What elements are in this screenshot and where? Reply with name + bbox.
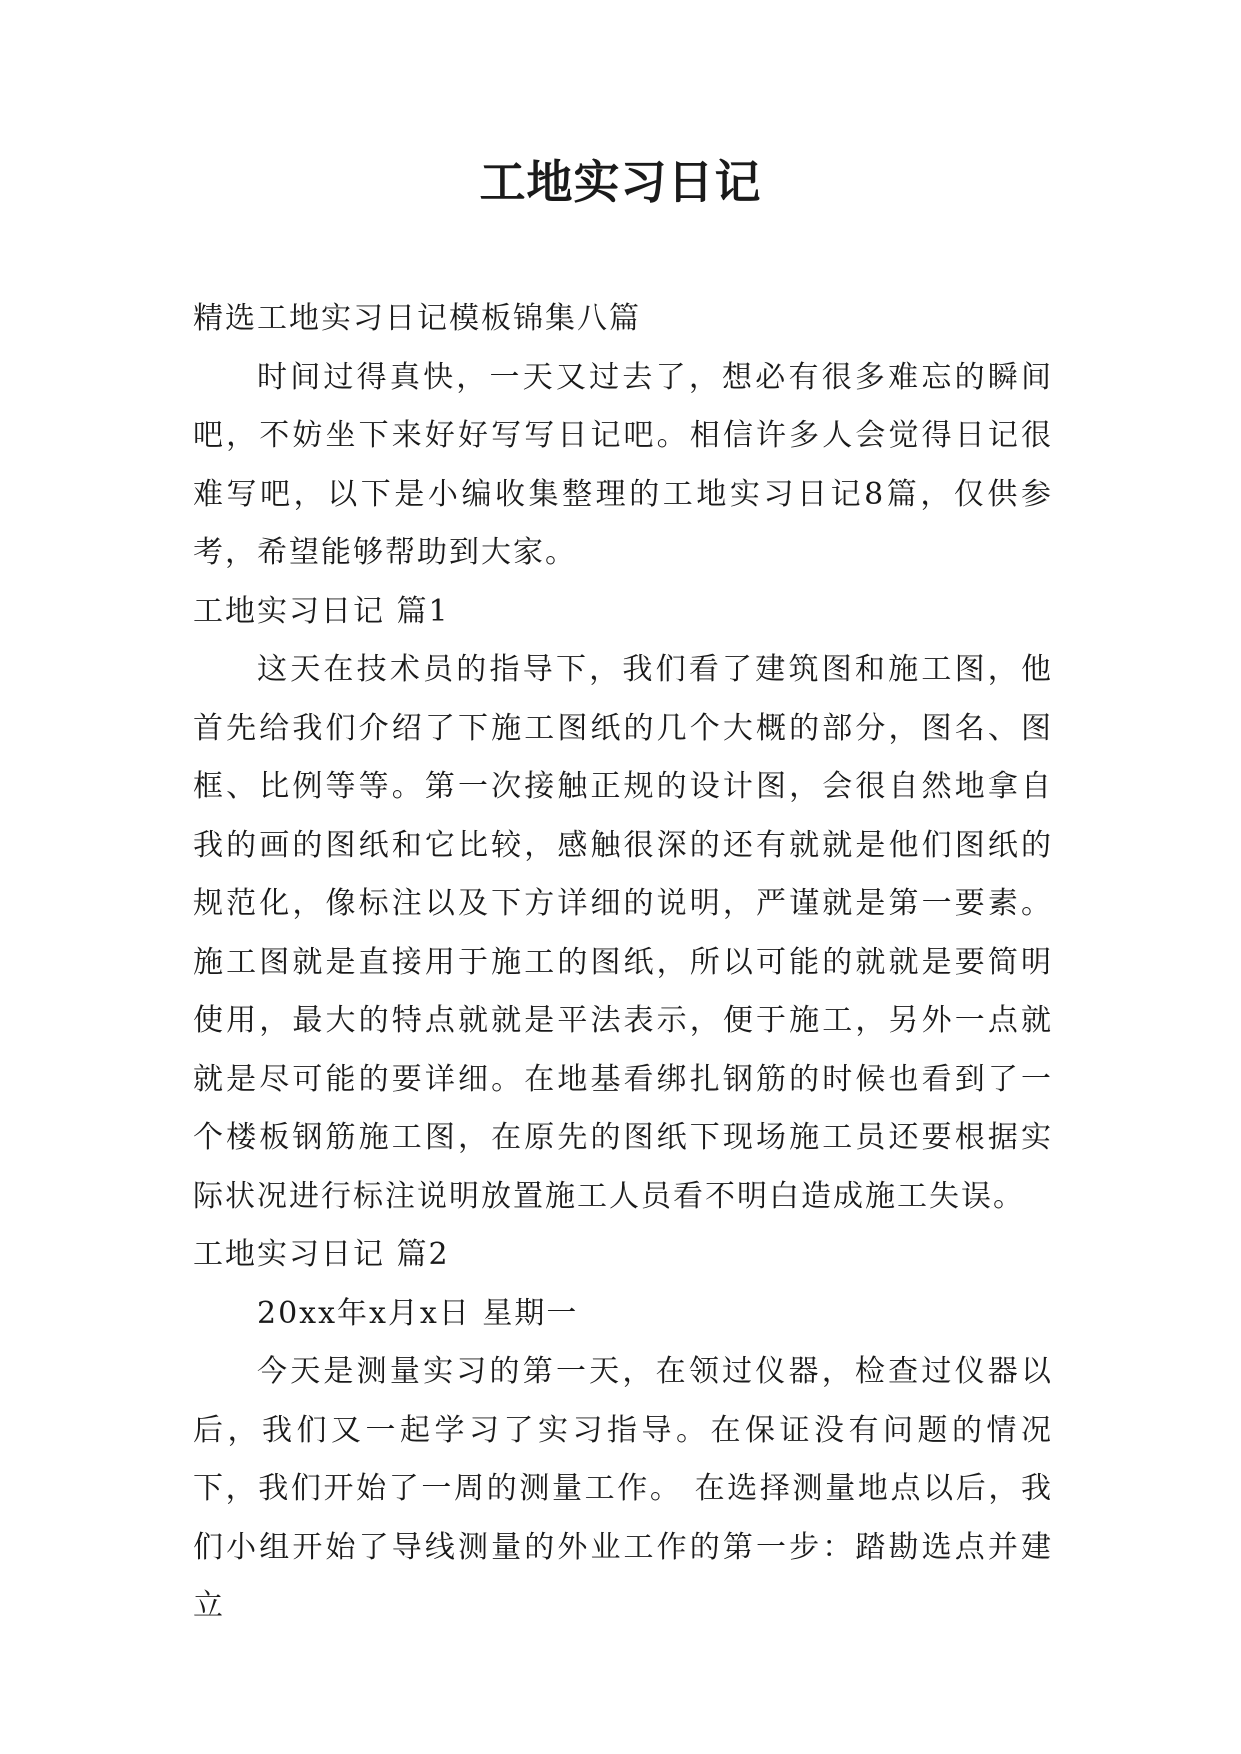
section-2-paragraph: 今天是测量实习的第一天，在领过仪器，检查过仪器以后，我们又一起学习了实习指导。在保证没有问题的情况下，我们开始了一周的测量工作。 在选择测量地点以后，我们小组开始了导线测量的外业工作的第一步：踏勘选点并建立 [193,1354,1053,1623]
section-1-paragraph: 这天在技术员的指导下，我们看了建筑图和施工图，他首先给我们介绍了下施工图纸的几个大概的部分，图名、图框、比例等等。第一次接触正规的设计图，会很自然地拿自我的画的图纸和它比较，感触很深的还有就就是他们图纸的规范化，像标注以及下方详细的说明，严谨就是第一要素。施工图就是直接用于施工的图纸，所以可能的就就是要简明使用，最大的特点就就是平法表示，便于施工，另外一点就就是尽可能的要详细。在地基看绑扎钢筋的时候也看到了一个楼板钢筋施工图，在原先的图纸下现场施工员还要根据实际状况进行标注说明放置施工人员看不明白造成施工失误。 [193,652,1053,1214]
document-title: 工地实习日记 [479,155,762,209]
document-body [193,290,1053,1636]
document-subtitle: 精选工地实习日记模板锦集八篇 [193,301,641,336]
section-heading-1: 工地实习日记 篇1 [193,593,450,629]
intro-paragraph: 时间过得真快，一天又过去了，想必有很多难忘的瞬间吧，不妨坐下来好好写写日记吧。相信许多人会觉得日记很难写吧，以下是小编收集整理的工地实习日记8篇，仅供参考，希望能够帮助到大家。 [193,359,1053,570]
section-heading-2: 工地实习日记 篇2 [193,1237,450,1272]
diary-date-line: 20xx年x月x日 星期一 [257,1295,579,1331]
